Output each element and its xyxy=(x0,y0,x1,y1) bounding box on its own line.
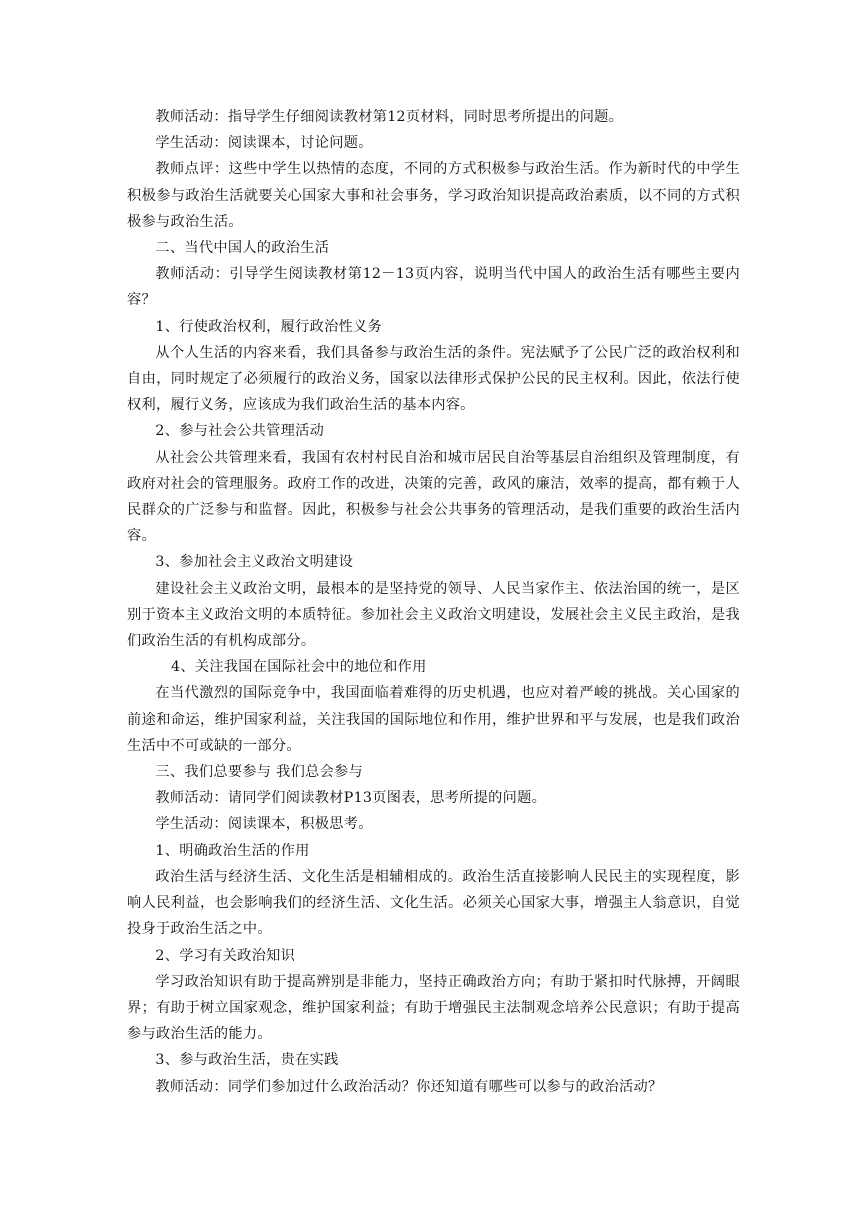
paragraph-3-1: 政治生活与经济生活、文化生活是相辅相成的。政治生活直接影响人民民主的实现程度，影响人民利益，也会影响我们的经济生活、文化生活。必须关心国家大事，增强主人翁意识，自觉投身于政治生活之中。 xyxy=(127,868,740,938)
paragraph-2-2: 从社会公共管理来看，我国有农村村民自治和城市居民自治等基层自治组织及管理制度，有政府对社会的管理服务。政府工作的改进，决策的完善，政风的廉洁，效率的提高，都有赖于人民群众的广泛参与和监督。因此，积极参与社会公共事务的管理活动，是我们重要的政治生活内容。 xyxy=(127,449,740,545)
paragraph-student-activity-3: 学生活动：阅读课本，积极思考。 xyxy=(155,816,373,833)
subheading-3-2: 2、学习有关政治知识 xyxy=(155,947,296,964)
section-heading-3: 三、我们总要参与 我们总会参与 xyxy=(155,764,364,781)
paragraph-teacher-activity-1: 教师活动：指导学生仔细阅读教材第12页材料，同时思考所提出的问题。 xyxy=(155,109,624,125)
subheading-2-4: 4、关注我国在国际社会中的地位和作用 xyxy=(171,659,427,676)
subheading-2-2: 2、参与社会公共管理活动 xyxy=(155,423,325,440)
paragraph-teacher-comment: 教师点评：这些中学生以热情的态度，不同的方式积极参与政治生活。作为新时代的中学生积极参与政治生活就要关心国家大事和社会事务，学习政治知识提高政治素质，以不同的方式积极参与政治生活。 xyxy=(127,161,740,230)
document-page xyxy=(127,104,740,1100)
section-heading-2: 二、当代中国人的政治生活 xyxy=(155,240,330,257)
paragraph-teacher-activity-3: 教师活动：请同学们阅读教材P13页图表，思考所提的问题。 xyxy=(155,790,547,807)
paragraph-teacher-activity-2: 教师活动：引导学生阅读教材第12－13页内容，说明当代中国人的政治生活有哪些主要内容？ xyxy=(127,266,740,309)
subheading-2-1: 1、行使政治权利，履行政治性义务 xyxy=(155,318,383,335)
paragraph-2-1: 从个人生活的内容来看，我们具备参与政治生活的条件。宪法赋予了公民广泛的政治权利和自由，同时规定了必须履行的政治义务，国家以法律形式保护公民的民主权利。因此，依法行使权利，履行义务，应该成为我们政治生活的基本内容。 xyxy=(127,344,740,414)
paragraph-teacher-activity-4: 教师活动：同学们参加过什么政治活动？你还知道有哪些可以参与的政治活动？ xyxy=(155,1078,663,1095)
paragraph-2-4: 在当代激烈的国际竞争中，我国面临着难得的历史机遇，也应对着严峻的挑战。关心国家的前途和命运，维护国家利益，关注我国的国际地位和作用，维护世界和平与发展，也是我们政治生活中不可或缺的一部分。 xyxy=(127,685,740,754)
subheading-3-1: 1、明确政治生活的作用 xyxy=(155,842,310,859)
paragraph-2-3: 建设社会主义政治文明，最根本的是坚持党的领导、人民当家作主、依法治国的统一，是区别于资本主义政治文明的本质特征。参加社会主义政治文明建设，发展社会主义民主政治，是我们政治生活的有机构成部分。 xyxy=(127,580,740,650)
paragraph-student-activity-1: 学生活动：阅读课本，讨论问题。 xyxy=(155,135,373,152)
paragraph-3-2: 学习政治知识有助于提高辨别是非能力，坚持正确政治方向；有助于紧扣时代脉搏，开阔眼界；有助于树立国家观念，维护国家利益；有助于增强民主法制观念培养公民意识；有助于提高参与政治生活的能力。 xyxy=(127,973,740,1043)
subheading-2-3: 3、参加社会主义政治文明建设 xyxy=(155,554,354,571)
subheading-3-3: 3、参与政治生活，贵在实践 xyxy=(155,1052,339,1069)
